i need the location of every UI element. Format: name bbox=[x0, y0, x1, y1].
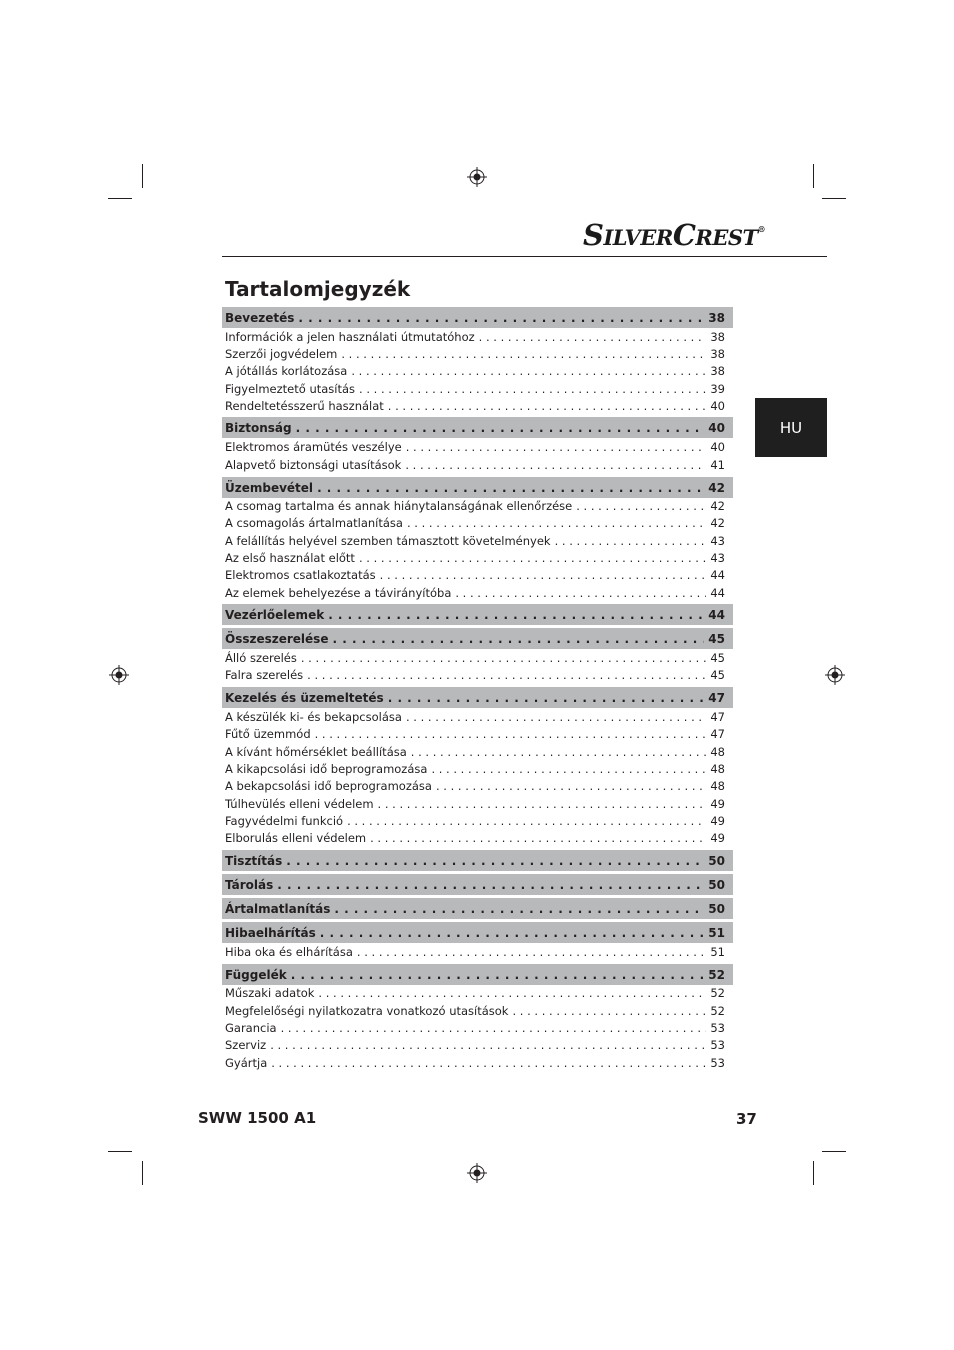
toc-section bbox=[222, 922, 733, 943]
toc-page-number: 40 bbox=[708, 420, 725, 435]
toc-page-number: 39 bbox=[710, 381, 725, 396]
toc-leader-dots bbox=[380, 568, 707, 582]
toc-page-number: 38 bbox=[710, 363, 725, 378]
toc-leader-dots bbox=[281, 1021, 707, 1035]
toc-page-number: 38 bbox=[710, 329, 725, 344]
toc-page-number: 53 bbox=[710, 1020, 725, 1035]
toc-page-number: 43 bbox=[710, 533, 725, 548]
toc-leader-dots bbox=[351, 364, 706, 378]
toc-section bbox=[222, 307, 733, 328]
crop-mark bbox=[142, 164, 143, 188]
toc-item bbox=[222, 514, 733, 531]
toc-item bbox=[222, 438, 733, 455]
registration-mark-icon bbox=[825, 665, 845, 685]
toc-entry-title: Tárolás bbox=[225, 877, 274, 892]
crop-mark bbox=[142, 1161, 143, 1185]
crop-mark bbox=[813, 1161, 814, 1185]
toc-page-number: 53 bbox=[710, 1037, 725, 1052]
toc-page-number: 45 bbox=[708, 631, 725, 646]
toc-leader-dots bbox=[271, 1056, 706, 1070]
toc-leader-dots bbox=[405, 458, 706, 472]
toc-item bbox=[222, 777, 733, 794]
toc-leader-dots bbox=[334, 902, 704, 916]
language-tab: HU bbox=[755, 398, 827, 457]
toc-entry-title: Elektromos csatlakoztatás bbox=[225, 567, 376, 582]
toc-leader-dots bbox=[406, 440, 707, 454]
toc-leader-dots bbox=[411, 745, 707, 759]
toc-leader-dots bbox=[378, 797, 707, 811]
page-title: Tartalomjegyzék bbox=[225, 277, 411, 301]
toc-entry-title: Túlhevülés elleni védelem bbox=[225, 796, 374, 811]
toc-entry-title: Szerviz bbox=[225, 1037, 267, 1052]
toc-page-number: 44 bbox=[710, 585, 725, 600]
toc-entry-title: A csomagolás ártalmatlanítása bbox=[225, 515, 403, 530]
toc-leader-dots bbox=[370, 831, 706, 845]
toc-item bbox=[222, 328, 733, 345]
toc-item bbox=[222, 1054, 733, 1071]
toc-entry-title: Ártalmatlanítás bbox=[225, 901, 331, 916]
toc-leader-dots bbox=[406, 710, 706, 724]
toc-entry-title: Elborulás elleni védelem bbox=[225, 830, 367, 845]
toc-entry-title: Tisztítás bbox=[225, 853, 283, 868]
toc-leader-dots bbox=[301, 651, 706, 665]
toc-entry-title: Falra szerelés bbox=[225, 667, 304, 682]
toc-entry-title: Megfelelőségi nyilatkozatra vonatkozó utasítások bbox=[225, 1003, 509, 1018]
toc-entry-title: A bekapcsolási idő beprogramozása bbox=[225, 778, 432, 793]
toc-item bbox=[222, 760, 733, 777]
toc-entry-title: A felállítás helyével szemben támasztott követelmények bbox=[225, 533, 551, 548]
toc-item bbox=[222, 812, 733, 829]
footer-page-number: 37 bbox=[736, 1110, 757, 1128]
toc-entry-title: Hibaelhárítás bbox=[225, 925, 316, 940]
toc-page-number: 44 bbox=[710, 567, 725, 582]
toc-entry-title: Rendeltetésszerű használat bbox=[225, 398, 384, 413]
toc-item bbox=[222, 497, 733, 514]
toc-leader-dots bbox=[307, 668, 706, 682]
toc-entry-title: A jótállás korlátozása bbox=[225, 363, 348, 378]
toc-page-number: 47 bbox=[710, 709, 725, 724]
toc-entry-title: Vezérlőelemek bbox=[225, 607, 325, 622]
toc-page-number: 50 bbox=[708, 901, 725, 916]
toc-entry-title: Szerzői jogvédelem bbox=[225, 346, 338, 361]
crop-mark bbox=[822, 198, 846, 199]
toc-item bbox=[222, 829, 733, 846]
toc-page-number: 47 bbox=[708, 690, 725, 705]
toc-leader-dots bbox=[286, 854, 704, 868]
toc-page-number: 45 bbox=[710, 667, 725, 682]
toc-item bbox=[222, 984, 733, 1001]
toc-section bbox=[222, 628, 733, 649]
toc-item bbox=[222, 1036, 733, 1053]
toc-section bbox=[222, 850, 733, 871]
toc-item bbox=[222, 1019, 733, 1036]
crop-mark bbox=[108, 198, 132, 199]
registration-mark-icon bbox=[109, 665, 129, 685]
toc-item bbox=[222, 725, 733, 742]
toc-entry-title: Álló szerelés bbox=[225, 650, 297, 665]
toc-leader-dots bbox=[359, 382, 706, 396]
toc-page-number: 49 bbox=[710, 796, 725, 811]
toc-leader-dots bbox=[388, 691, 705, 705]
toc-page-number: 51 bbox=[708, 925, 725, 940]
toc-page-number: 50 bbox=[708, 853, 725, 868]
toc-entry-title: Összeszerelése bbox=[225, 631, 329, 646]
toc-page-number: 48 bbox=[710, 744, 725, 759]
toc-item bbox=[222, 549, 733, 566]
toc-leader-dots bbox=[436, 779, 706, 793]
toc-entry-title: A csomag tartalma és annak hiánytalanságának ellenőrzése bbox=[225, 498, 573, 513]
toc-page-number: 45 bbox=[710, 650, 725, 665]
toc-item bbox=[222, 456, 733, 473]
toc-page-number: 38 bbox=[708, 310, 725, 325]
toc-entry-title: Az első használat előtt bbox=[225, 550, 355, 565]
toc-leader-dots bbox=[298, 311, 704, 325]
silvercrest-logo: SILVERCREST® bbox=[583, 218, 766, 252]
toc-item bbox=[222, 666, 733, 683]
toc-entry-title: Információk a jelen használati útmutatóhoz bbox=[225, 329, 475, 344]
registration-mark-icon bbox=[467, 167, 487, 187]
registration-mark-icon bbox=[467, 1163, 487, 1183]
toc-entry-title: A kikapcsolási idő beprogramozása bbox=[225, 761, 428, 776]
toc-leader-dots bbox=[357, 945, 706, 959]
toc-entry-title: Bevezetés bbox=[225, 310, 295, 325]
toc-page-number: 52 bbox=[710, 1003, 725, 1018]
toc-leader-dots bbox=[296, 421, 705, 435]
toc-entry-title: Hiba oka és elhárítása bbox=[225, 944, 353, 959]
toc-leader-dots bbox=[320, 926, 705, 940]
toc-section bbox=[222, 898, 733, 919]
toc-entry-title: Fagyvédelmi funkció bbox=[225, 813, 344, 828]
toc-entry-title: Az elemek behelyezése a távirányítóba bbox=[225, 585, 452, 600]
toc-item bbox=[222, 795, 733, 812]
toc-entry-title: Garancia bbox=[225, 1020, 277, 1035]
toc-page-number: 47 bbox=[710, 726, 725, 741]
toc-section bbox=[222, 604, 733, 625]
toc-leader-dots bbox=[315, 727, 707, 741]
crop-mark bbox=[813, 164, 814, 188]
toc-leader-dots bbox=[555, 534, 707, 548]
toc-item bbox=[222, 649, 733, 666]
toc-item bbox=[222, 532, 733, 549]
crop-mark bbox=[822, 1151, 846, 1152]
toc-item bbox=[222, 397, 733, 414]
toc-leader-dots bbox=[341, 347, 706, 361]
toc-page-number: 53 bbox=[710, 1055, 725, 1070]
toc-leader-dots bbox=[277, 878, 704, 892]
toc-page-number: 42 bbox=[708, 480, 725, 495]
toc-page-number: 52 bbox=[708, 967, 725, 982]
toc-item bbox=[222, 708, 733, 725]
toc-entry-title: Fűtő üzemmód bbox=[225, 726, 311, 741]
toc-leader-dots bbox=[388, 399, 707, 413]
toc-leader-dots bbox=[347, 814, 706, 828]
toc-leader-dots bbox=[512, 1004, 706, 1018]
toc-entry-title: Függelék bbox=[225, 967, 287, 982]
toc-page-number: 50 bbox=[708, 877, 725, 892]
toc-section bbox=[222, 964, 733, 985]
toc-item bbox=[222, 380, 733, 397]
toc-page-number: 38 bbox=[710, 346, 725, 361]
toc-page-number: 51 bbox=[710, 944, 725, 959]
toc-leader-dots bbox=[291, 968, 705, 982]
toc-item bbox=[222, 943, 733, 960]
toc-entry-title: Biztonság bbox=[225, 420, 292, 435]
toc-leader-dots bbox=[270, 1038, 706, 1052]
toc-entry-title: Figyelmeztető utasítás bbox=[225, 381, 356, 396]
toc-page-number: 44 bbox=[708, 607, 725, 622]
footer-model: SWW 1500 A1 bbox=[198, 1109, 317, 1127]
toc-entry-title: Alapvető biztonsági utasítások bbox=[225, 457, 402, 472]
toc-item bbox=[222, 584, 733, 601]
toc-entry-title: Gyártja bbox=[225, 1055, 268, 1070]
toc-entry-title: Elektromos áramütés veszélye bbox=[225, 439, 402, 454]
toc-item bbox=[222, 566, 733, 583]
toc-item bbox=[222, 362, 733, 379]
toc-leader-dots bbox=[479, 330, 707, 344]
toc-leader-dots bbox=[455, 586, 706, 600]
toc-page-number: 40 bbox=[710, 439, 725, 454]
toc-leader-dots bbox=[431, 762, 706, 776]
toc-section bbox=[222, 874, 733, 895]
toc-entry-title: A kívánt hőmérséklet beállítása bbox=[225, 744, 407, 759]
toc-page-number: 48 bbox=[710, 778, 725, 793]
toc-page-number: 40 bbox=[710, 398, 725, 413]
toc-page-number: 42 bbox=[710, 498, 725, 513]
toc-leader-dots bbox=[328, 608, 704, 622]
toc-leader-dots bbox=[317, 481, 704, 495]
header-rule bbox=[222, 256, 827, 257]
toc-page-number: 43 bbox=[710, 550, 725, 565]
toc-page-number: 49 bbox=[710, 830, 725, 845]
toc-leader-dots bbox=[318, 986, 706, 1000]
toc-section bbox=[222, 417, 733, 438]
crop-mark bbox=[108, 1151, 132, 1152]
toc-page-number: 52 bbox=[710, 985, 725, 1000]
toc-entry-title: Üzembevétel bbox=[225, 480, 314, 495]
toc-leader-dots bbox=[576, 499, 706, 513]
toc-section bbox=[222, 477, 733, 498]
toc-entry-title: Kezelés és üzemeltetés bbox=[225, 690, 384, 705]
toc-leader-dots bbox=[359, 551, 706, 565]
toc-page-number: 49 bbox=[710, 813, 725, 828]
toc-item bbox=[222, 1002, 733, 1019]
toc-item bbox=[222, 345, 733, 362]
toc-page-number: 48 bbox=[710, 761, 725, 776]
toc-leader-dots bbox=[407, 516, 706, 530]
toc-entry-title: Műszaki adatok bbox=[225, 985, 315, 1000]
toc-page-number: 42 bbox=[710, 515, 725, 530]
toc-item bbox=[222, 743, 733, 760]
toc-leader-dots bbox=[332, 632, 704, 646]
toc-entry-title: A készülék ki- és bekapcsolása bbox=[225, 709, 402, 724]
toc-section bbox=[222, 687, 733, 708]
toc-page-number: 41 bbox=[710, 457, 725, 472]
